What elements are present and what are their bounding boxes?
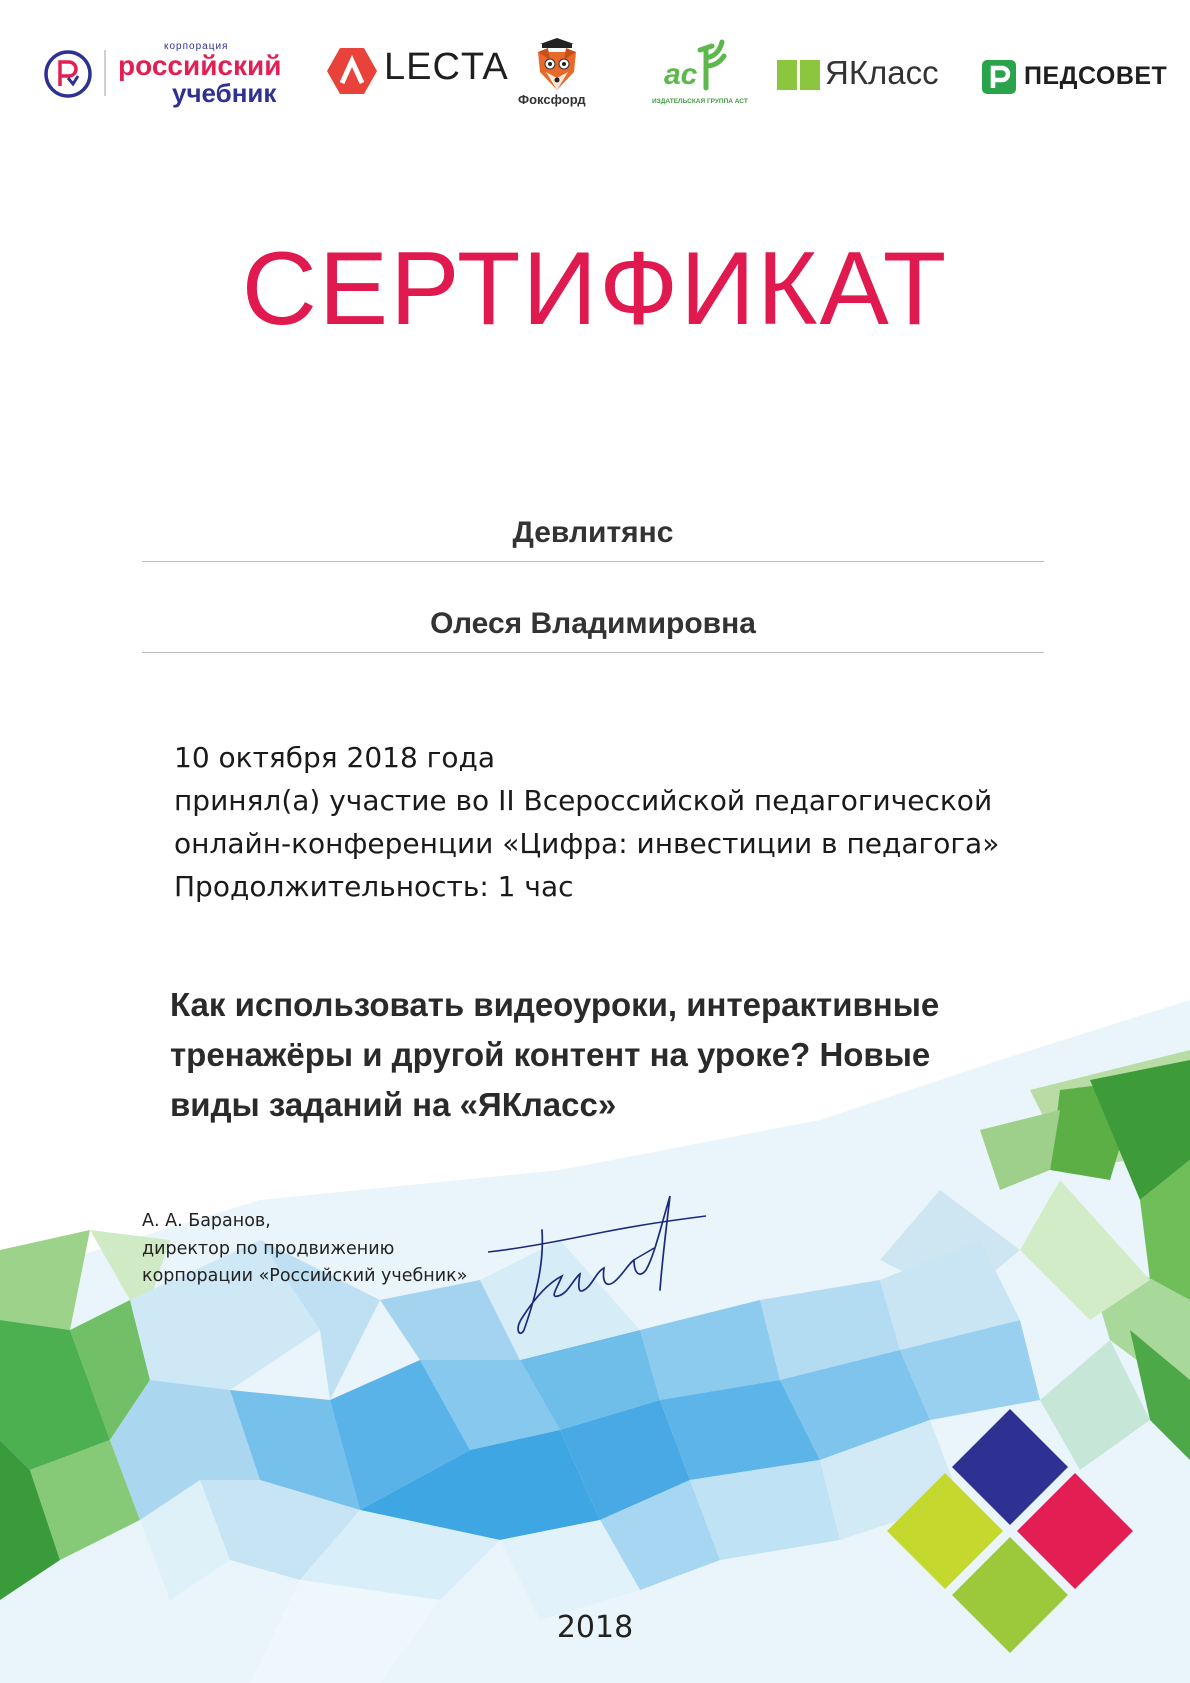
fox-mascot-icon	[530, 38, 584, 92]
rosuchebnik-small-text: корпорация	[164, 41, 229, 52]
ast-logo	[648, 36, 748, 106]
participation-line: принял(а) участие во II Всероссийской педагогической	[174, 784, 993, 817]
certificate-title: СЕРТИФИКАТ	[241, 231, 949, 347]
pedsovet-logo	[982, 60, 1168, 130]
certificate-year: 2018	[556, 1610, 634, 1645]
signature-image	[484, 1190, 714, 1340]
lecta-word: LECTA	[384, 46, 509, 88]
lecta-mark-icon	[326, 45, 378, 97]
rosuchebnik-logo	[40, 40, 290, 110]
ast-mark-icon	[662, 36, 732, 96]
conference-name: онлайн-конференции «Цифра: инвестиции в педагога»	[174, 827, 1000, 860]
event-date: 10 октября 2018 года	[174, 741, 496, 774]
foxford-word: Фоксфорд	[518, 92, 586, 107]
recipient-given-names: Олеся Владимировна	[430, 607, 756, 640]
yaklass-book-icon	[777, 58, 821, 92]
yaklass-logo	[777, 54, 952, 124]
surname-underline	[142, 561, 1044, 562]
recipient-surname: Девлитянс	[512, 516, 674, 549]
signer-organization: корпорации «Российский учебник»	[142, 1266, 468, 1286]
duration: Продолжительность: 1 час	[174, 870, 574, 903]
signer-position: директор по продвижению	[142, 1238, 395, 1259]
rosuchebnik-line2: учебник	[172, 78, 277, 108]
rosuchebnik-emblem-icon	[42, 48, 94, 100]
given-names-underline	[142, 652, 1044, 653]
session-topic	[170, 980, 1030, 1130]
foxford-logo	[512, 38, 602, 108]
lecta-logo	[326, 40, 509, 110]
topic-line: тренажёры и другой контент на уроке? Новые	[170, 1036, 931, 1073]
pedsovet-word: ПЕДСОВЕТ	[1024, 62, 1168, 90]
participation-text	[174, 736, 1074, 908]
signer-name: А. А. Баранов,	[142, 1211, 271, 1231]
signer-block	[142, 1208, 467, 1291]
topic-line: виды заданий на «ЯКласс»	[170, 1086, 617, 1123]
pedsovet-mark-icon	[982, 60, 1016, 94]
ast-subtitle: ИЗДАТЕЛЬСКАЯ ГРУППА АСТ	[652, 98, 748, 105]
svg-text:ас: ас	[664, 58, 698, 91]
yaklass-word: ЯКласс	[825, 54, 939, 91]
rosuchebnik-line1: российский	[118, 50, 282, 81]
topic-line: Как использовать видеоуроки, интерактивные	[170, 986, 940, 1023]
